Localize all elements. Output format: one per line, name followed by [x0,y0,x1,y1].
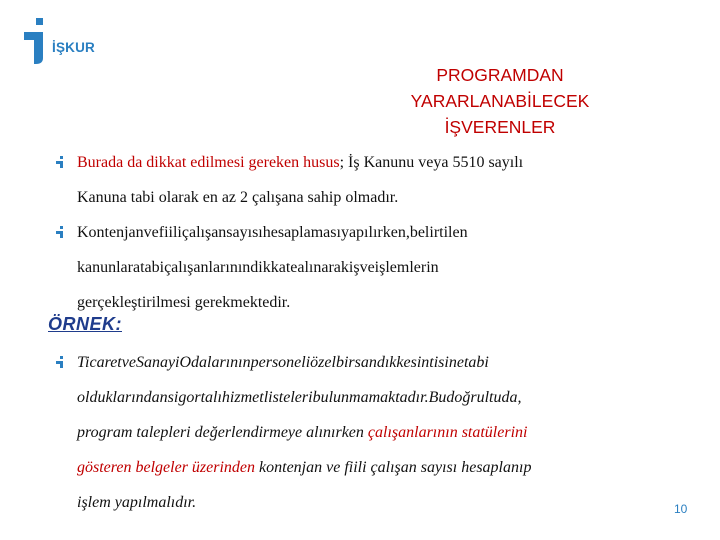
paragraph-text: program talepleri değerlendirmeye alınırken [77,424,368,441]
bullet-icon [56,356,64,368]
highlight-text: gösteren belgeler üzerinden [77,459,256,476]
word: dikkate [250,259,298,276]
word: alınarak [297,259,349,276]
word: bulunmamaktadır. [312,389,429,406]
justified-line [77,345,643,380]
title-line: YARARLANABİLECEK [410,91,590,111]
word: çalışanlarının [164,259,251,276]
bullet-icon [56,156,64,168]
highlight-text: Burada da dikkat edilmesi gereken husus [77,154,340,171]
word: belirtilen [409,224,468,241]
word: fiili [158,224,182,241]
iskur-logo-mark-icon [22,18,48,64]
word: kesintisine [396,354,464,371]
bullet-icon [56,226,64,238]
page-number: 10 [674,502,688,516]
word: Kontenjan [77,224,144,241]
word: sayısı [226,224,263,241]
word: ve [359,259,375,276]
word: işlemlerin [374,259,439,276]
word: Ticaret [77,354,122,371]
word: çalışan [181,224,227,241]
word: listeleri [263,389,313,406]
iskur-logo [22,18,132,64]
word: doğrultuda, [446,389,522,406]
word: Sanayi [135,354,180,371]
word: yapılırken, [340,224,410,241]
word: ve [143,224,159,241]
paragraph-line [77,450,643,485]
slide-title [380,62,620,140]
word: tabi [140,259,165,276]
word: tabi [463,354,489,371]
word: özel [310,354,336,371]
logo-text: İŞKUR [52,40,96,55]
justified-line [77,215,643,250]
word: iş [348,259,360,276]
paragraph-line: Kanuna tabi olarak en az 2 çalışana sahip olmadır. [77,189,399,206]
word: hesaplaması [262,224,341,241]
example-heading: ÖRNEK: [48,314,122,334]
word: personeli [250,354,311,371]
paragraph-text: kontenjan ve fiili çalışan sayısı hesaplanıp [255,459,532,476]
bullet-paragraph-2 [77,215,643,320]
justified-line [77,380,643,415]
word: hizmet [221,389,264,406]
bullet-paragraph-3 [77,345,643,520]
word: olduklarından [77,389,168,406]
paragraph-line [77,415,643,450]
word: ve [121,354,136,371]
title-line: İŞVERENLER [444,117,556,137]
title-line: PROGRAMDAN [436,65,564,85]
highlight-text: çalışanlarının statülerini [367,424,528,441]
bullet-paragraph-1 [77,145,643,215]
paragraph-text: ; İş Kanunu veya 5510 sayılı [339,154,524,171]
paragraph-line: işlem yapılmalıdır. [77,494,197,511]
word: sandık [354,354,397,371]
word: Bu [428,389,447,406]
word: bir [335,354,355,371]
paragraph-line [77,145,643,180]
paragraph-line: gerçekleştirilmesi gerekmektedir. [77,294,291,311]
justified-line [77,250,643,285]
word: kanunlara [77,259,141,276]
word: sigortalı [167,389,222,406]
word: Odalarının [179,354,251,371]
